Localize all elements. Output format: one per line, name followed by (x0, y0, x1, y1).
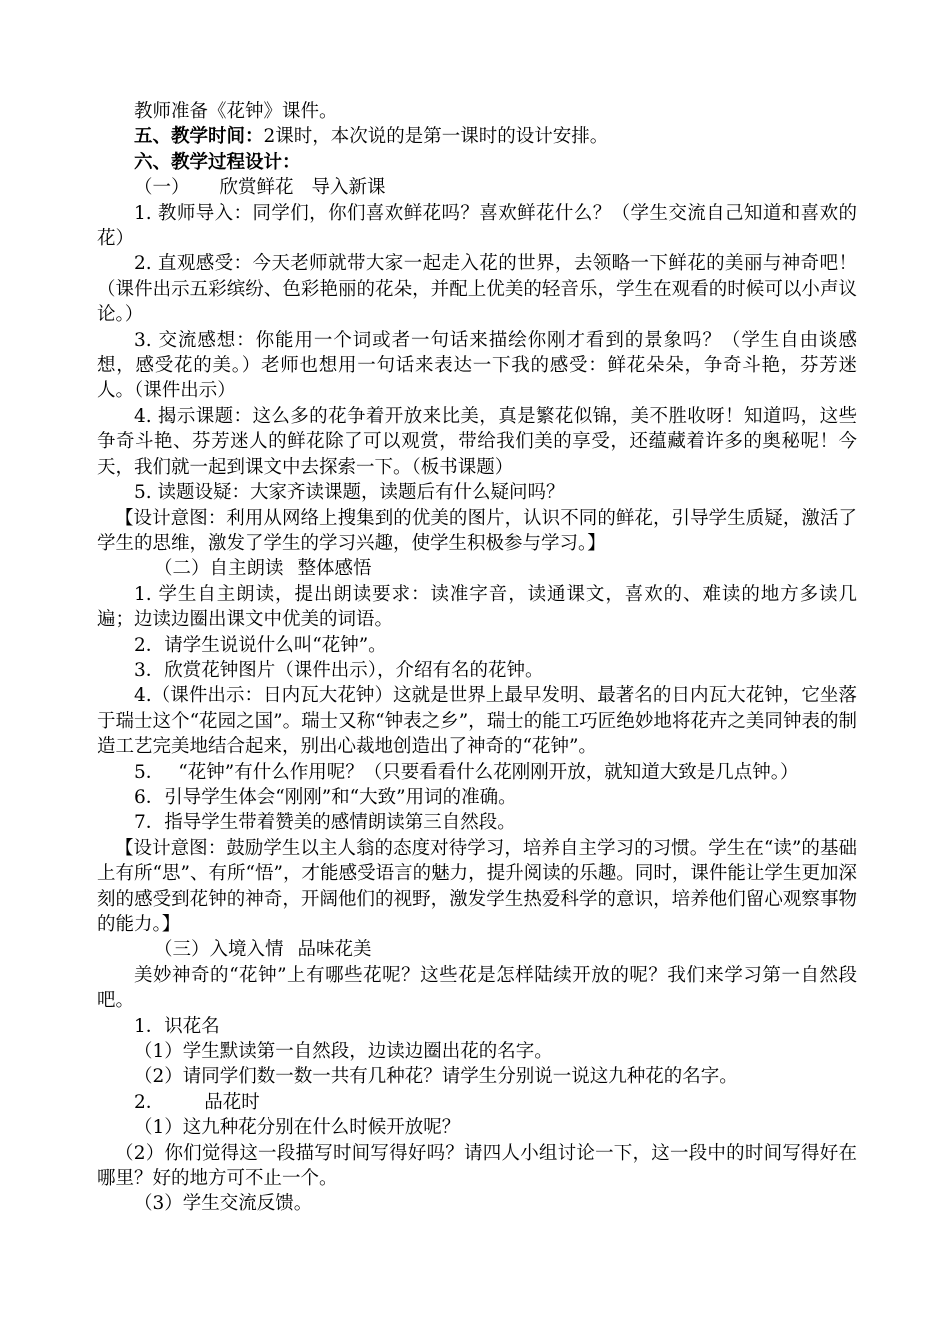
design-intent-one (97, 506, 857, 557)
paragraph-geneva-clock-text: 4.（课件出示：日内瓦大花钟）这就是世界上最早发明、最著名的日内瓦大花钟，它坐落于瑞士这个“花园之国”。瑞士又称“钟表之乡”，瑞士的能工巧匠绝妙地将花卉之美同钟表的制造工艺完美地结合起来，别出心裁地创造出了神奇的“花钟”。 (97, 685, 857, 758)
paragraph-intro-text: 1. 教师导入：同学们，你们喜欢鲜花吗？喜欢鲜花什么？（学生交流自己知道和喜欢的花） (97, 202, 857, 250)
section-two-heading (97, 556, 857, 581)
paragraph-when-bloom-text: （1）这九种花分别在什么时候开放呢？ (134, 1117, 461, 1139)
teaching-time-text: 2课时，本次说的是第一课时的设计安排。 (263, 126, 609, 148)
section-three-heading (97, 937, 857, 962)
section-one-title-b: 导入新课 (311, 177, 386, 199)
paragraph-flower-times (97, 1090, 857, 1115)
paragraph-direct-feel (97, 251, 857, 327)
teaching-time-heading: 五、教学时间： (134, 126, 264, 148)
paragraph-what-is (97, 633, 857, 658)
paragraph-section-three-intro (97, 963, 857, 1014)
paragraph-clock-use-text: “花钟”有什么作用呢？（只要看看什么花刚刚开放，就知道大致是几点钟。） (178, 761, 799, 783)
paragraph-what-is-text: 2．请学生说说什么叫“花钟”。 (134, 634, 387, 656)
section-three-title-a: （三）入境入情 (154, 939, 284, 961)
paragraph-clock-use-number: 5． (134, 761, 165, 783)
paragraph-read-topic-text: 5. 读题设疑：大家齐读课题，读题后有什么疑问吗？ (134, 482, 565, 504)
section-one-title-a: 欣赏鲜花 (219, 177, 294, 199)
design-intent-two (97, 836, 857, 938)
section-three-title-b: 品味花美 (297, 939, 372, 961)
paragraph-flower-names-text: 1．识花名 (134, 1015, 220, 1037)
paragraph-flower-times-text: 品花时 (204, 1091, 260, 1113)
paragraph-flower-names (97, 1014, 857, 1039)
paragraph-group-discuss-text: （2）你们觉得这一段描写时间写得好吗？请四人小组讨论一下，这一段中的时间写得好在哪里？好的地方可不止一个。 (97, 1142, 857, 1190)
process-heading (97, 150, 857, 175)
paragraph-read-topic (97, 480, 857, 505)
paragraph-read-aloud-text: 7．指导学生带着赞美的感情朗读第三自然段。 (134, 812, 516, 834)
section-one-number: （一） (134, 177, 190, 199)
paragraph-view-pictures (97, 658, 857, 683)
paragraph-intro (97, 201, 857, 252)
paragraph-read-aloud (97, 810, 857, 835)
paragraph-word-accuracy-text: 6．引导学生体会“刚刚”和“大致”用词的准确。 (134, 786, 517, 808)
materials-line (97, 99, 857, 124)
paragraph-self-read (97, 582, 857, 633)
paragraph-feedback-text: （3）学生交流反馈。 (134, 1193, 313, 1215)
document-page (97, 99, 857, 1217)
paragraph-section-three-intro-text: 美妙神奇的“花钟”上有哪些花呢？这些花是怎样陆续开放的呢？我们来学习第一自然段吧。 (97, 964, 857, 1012)
paragraph-silent-read (97, 1039, 857, 1064)
paragraph-view-pictures-text: 3．欣赏花钟图片（课件出示），介绍有名的花钟。 (134, 659, 544, 681)
paragraph-geneva-clock (97, 683, 857, 759)
paragraph-flower-times-number: 2． (134, 1091, 165, 1113)
paragraph-feedback (97, 1191, 857, 1216)
paragraph-direct-feel-text: 2. 直观感受：今天老师就带大家一起走入花的世界，去领略一下鲜花的美丽与神奇吧！（课件出示五彩缤纷、色彩艳丽的花朵，并配上优美的轻音乐，学生在观看的时候可以小声议论。） (97, 253, 857, 326)
paragraph-count-flowers (97, 1064, 857, 1089)
paragraph-when-bloom (97, 1115, 857, 1140)
paragraph-share-feel-text: 3. 交流感想：你能用一个词或者一句话来描绘你刚才看到的景象吗？（学生自由谈感想，感受花的美。）老师也想用一句话来表达一下我的感受：鲜花朵朵，争奇斗艳，芬芳迷人。（课件出示） (97, 329, 857, 402)
process-heading-text: 六、教学过程设计： (134, 151, 301, 173)
paragraph-share-feel (97, 328, 857, 404)
paragraph-reveal-topic-text: 4. 揭示课题：这么多的花争着开放来比美，真是繁花似锦，美不胜收呀！知道吗，这些争奇斗艳、芬芳迷人的鲜花除了可以观赏，带给我们美的享受，还蕴藏着许多的奥秘呢！今天，我们就一起到课文中去探索一下。（板书课题） (97, 405, 857, 478)
design-intent-one-text: 【设计意图：利用从网络上搜集到的优美的图片，认识不同的鲜花，引导学生质疑，激活了学生的思维，激发了学生的学习兴趣，使学生积极参与学习。】 (97, 507, 857, 554)
paragraph-silent-read-text: （1）学生默读第一自然段，边读边圈出花的名字。 (134, 1041, 553, 1063)
section-two-title-b: 整体感悟 (297, 558, 372, 580)
paragraph-reveal-topic (97, 404, 857, 480)
teaching-time-line (97, 124, 857, 149)
materials-text: 教师准备《花钟》课件。 (134, 101, 338, 122)
section-two-title-a: （二）自主朗读 (154, 558, 284, 580)
paragraph-group-discuss (97, 1141, 857, 1192)
section-one-heading (97, 175, 857, 200)
paragraph-word-accuracy (97, 785, 857, 810)
design-intent-two-text: 【设计意图：鼓励学生以主人翁的态度对待学习，培养自主学习的习惯。学生在“读”的基础上有所“思”、有所“悟”，才能感受语言的魅力，提升阅读的乐趣。同时，课件能让学生更加深刻的感受到花钟的神奇，开阔他们的视野，激发学生热爱科学的意识，培养他们留心观察事物的能力。】 (97, 837, 857, 935)
paragraph-clock-use (97, 760, 857, 785)
paragraph-self-read-text: 1. 学生自主朗读，提出朗读要求：读准字音，读通课文，喜欢的、难读的地方多读几遍；边读边圈出课文中优美的词语。 (97, 583, 857, 631)
paragraph-count-flowers-text: （2）请同学们数一数一共有几种花？请学生分别说一说这九种花的名字。 (134, 1066, 738, 1088)
